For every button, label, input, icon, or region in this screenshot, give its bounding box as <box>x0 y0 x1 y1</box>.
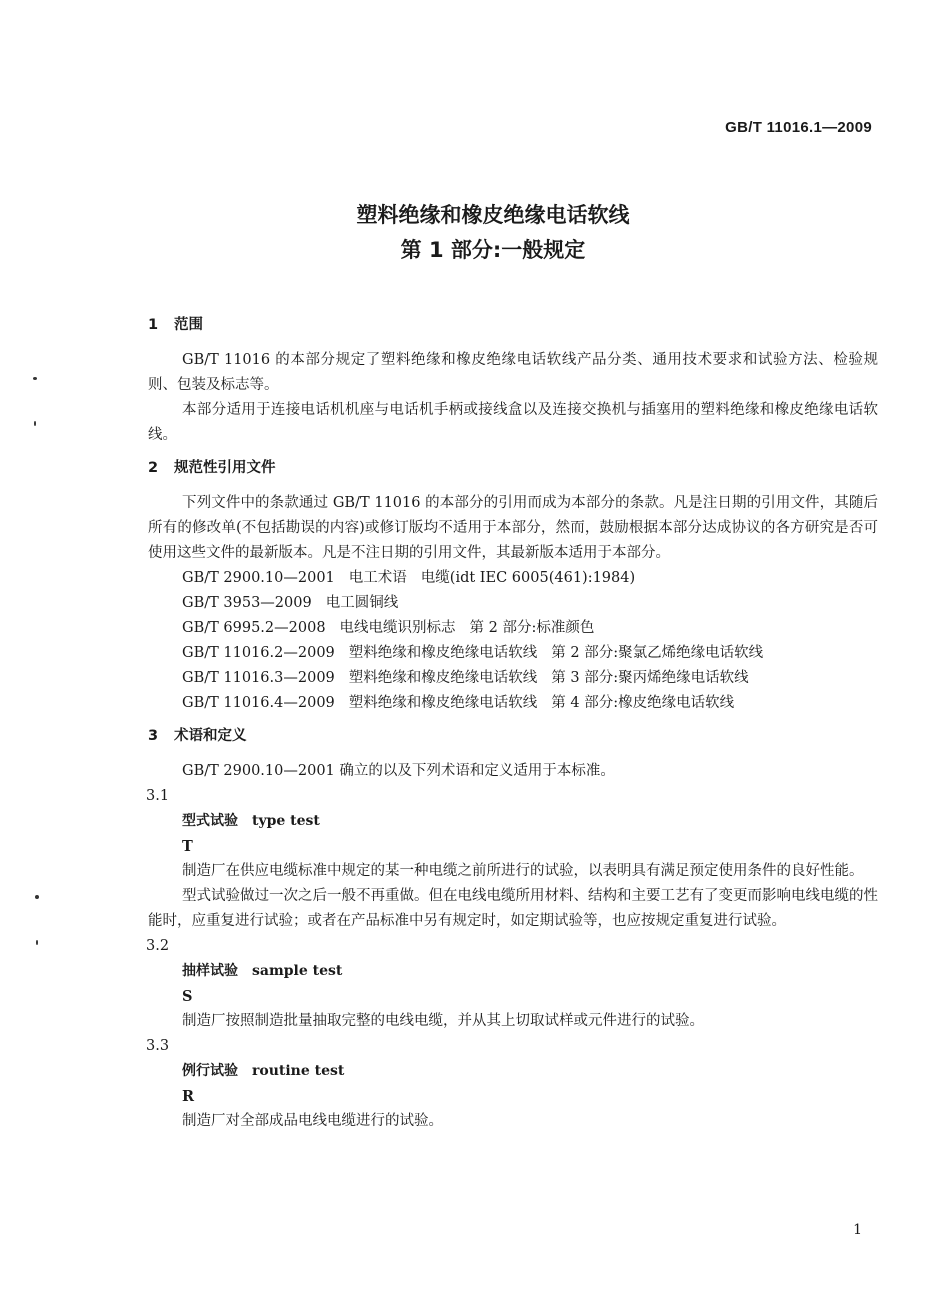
reference-code: GB/T 11016.2—2009 <box>182 645 335 661</box>
reference-name: 塑料绝缘和橡皮绝缘电话软线 <box>348 670 538 686</box>
document-body <box>148 313 878 1134</box>
term-heading <box>148 809 878 834</box>
section-title: 规范性引用文件 <box>174 460 276 476</box>
reference-code: GB/T 11016.4—2009 <box>182 695 335 711</box>
paragraph: 制造厂对全部成品电线电缆进行的试验。 <box>182 1113 443 1129</box>
section-title: 范围 <box>174 317 203 333</box>
scan-speck <box>35 895 39 899</box>
reference-part: 第 4 部分:橡皮绝缘电话软线 <box>551 695 735 711</box>
reference-name: 塑料绝缘和橡皮绝缘电话软线 <box>348 645 538 661</box>
standard-code: GB/T 11016.1—2009 <box>725 119 872 136</box>
term-abbreviation: S <box>182 988 193 1005</box>
section-number: 2 <box>148 460 159 476</box>
reference-part: 第 2 部分:聚氯乙烯绝缘电话软线 <box>551 645 764 661</box>
paragraph: 型式试验做过一次之后一般不再重做。但在电线电缆所用材料、结构和主要工艺有了变更而影响电线电缆的性能时，应重复进行试验；或者在产品标准中另有规定时，如定期试验等，也应按规定重复进行试验。 <box>148 888 878 929</box>
term-cn: 例行试验 <box>182 1063 238 1079</box>
reference-name: 电工圆铜线 <box>325 595 399 611</box>
title-line-2: 第 1 部分:一般规定 <box>400 238 586 262</box>
term-en: routine test <box>252 1063 345 1079</box>
term-cn: 型式试验 <box>182 813 238 829</box>
term-heading <box>148 959 878 984</box>
reference-item <box>148 616 878 641</box>
section-heading <box>148 456 878 480</box>
scan-speck <box>36 940 38 945</box>
reference-code: GB/T 2900.10—2001 <box>182 570 335 586</box>
clause-number: 3.3 <box>146 1038 170 1054</box>
paragraph: 本部分适用于连接电话机机座与电话机手柄或接线盒以及连接交换机与插塞用的塑料绝缘和橡皮绝缘电话软线。 <box>148 402 878 443</box>
reference-item <box>148 641 878 666</box>
term-abbreviation: R <box>182 1088 195 1105</box>
reference-code: GB/T 6995.2—2008 <box>182 620 326 636</box>
reference-item <box>148 666 878 691</box>
paragraph: 下列文件中的条款通过 GB/T 11016 的本部分的引用而成为本部分的条款。凡是注日期的引用文件，其随后所有的修改单(不包括勘误的内容)或修订版均不适用于本部分，然而，鼓励根据本部分达成协议的各方研究是否可使用这些文件的最新版本。凡是不注日期的引用文件，其最新版本适用于本部分。 <box>148 495 878 561</box>
term-cn: 抽样试验 <box>182 963 238 979</box>
document-title <box>0 198 950 268</box>
paragraph: 制造厂在供应电缆标准中规定的某一种电缆之前所进行的试验，以表明具有满足预定使用条件的良好性能。 <box>182 863 864 879</box>
paragraph: GB/T 2900.10—2001 确立的以及下列术语和定义适用于本标准。 <box>182 763 615 779</box>
scan-speck <box>33 377 37 380</box>
page-number: 1 <box>853 1222 862 1238</box>
term-en: type test <box>252 813 320 829</box>
reference-part: 第 2 部分:标准颜色 <box>469 620 595 636</box>
paragraph: GB/T 11016 的本部分规定了塑料绝缘和橡皮绝缘电话软线产品分类、通用技术要求和试验方法、检验规则、包装及标志等。 <box>148 352 878 393</box>
section-number: 1 <box>148 317 159 333</box>
reference-code: GB/T 11016.3—2009 <box>182 670 335 686</box>
reference-item <box>148 566 878 591</box>
section-title: 术语和定义 <box>174 728 247 744</box>
reference-name: 电线电缆识别标志 <box>339 620 456 636</box>
section-heading <box>148 724 878 748</box>
scan-speck <box>34 421 36 426</box>
section-heading <box>148 313 878 337</box>
term-en: sample test <box>252 963 343 979</box>
title-line-1: 塑料绝缘和橡皮绝缘电话软线 <box>356 203 630 227</box>
clause-number: 3.1 <box>146 788 170 804</box>
paragraph: 制造厂按照制造批量抽取完整的电线电缆，并从其上切取试样或元件进行的试验。 <box>182 1013 704 1029</box>
term-abbreviation: T <box>182 838 193 855</box>
reference-part: 第 3 部分:聚丙烯绝缘电话软线 <box>551 670 749 686</box>
reference-name: 电工术语 <box>348 570 407 586</box>
reference-name: 塑料绝缘和橡皮绝缘电话软线 <box>348 695 538 711</box>
clause-number: 3.2 <box>146 938 170 954</box>
reference-item <box>148 691 878 716</box>
reference-item <box>148 591 878 616</box>
reference-code: GB/T 3953—2009 <box>182 595 312 611</box>
section-number: 3 <box>148 728 159 744</box>
term-heading <box>148 1059 878 1084</box>
reference-part: 电缆(idt IEC 6005(461):1984) <box>420 570 636 586</box>
